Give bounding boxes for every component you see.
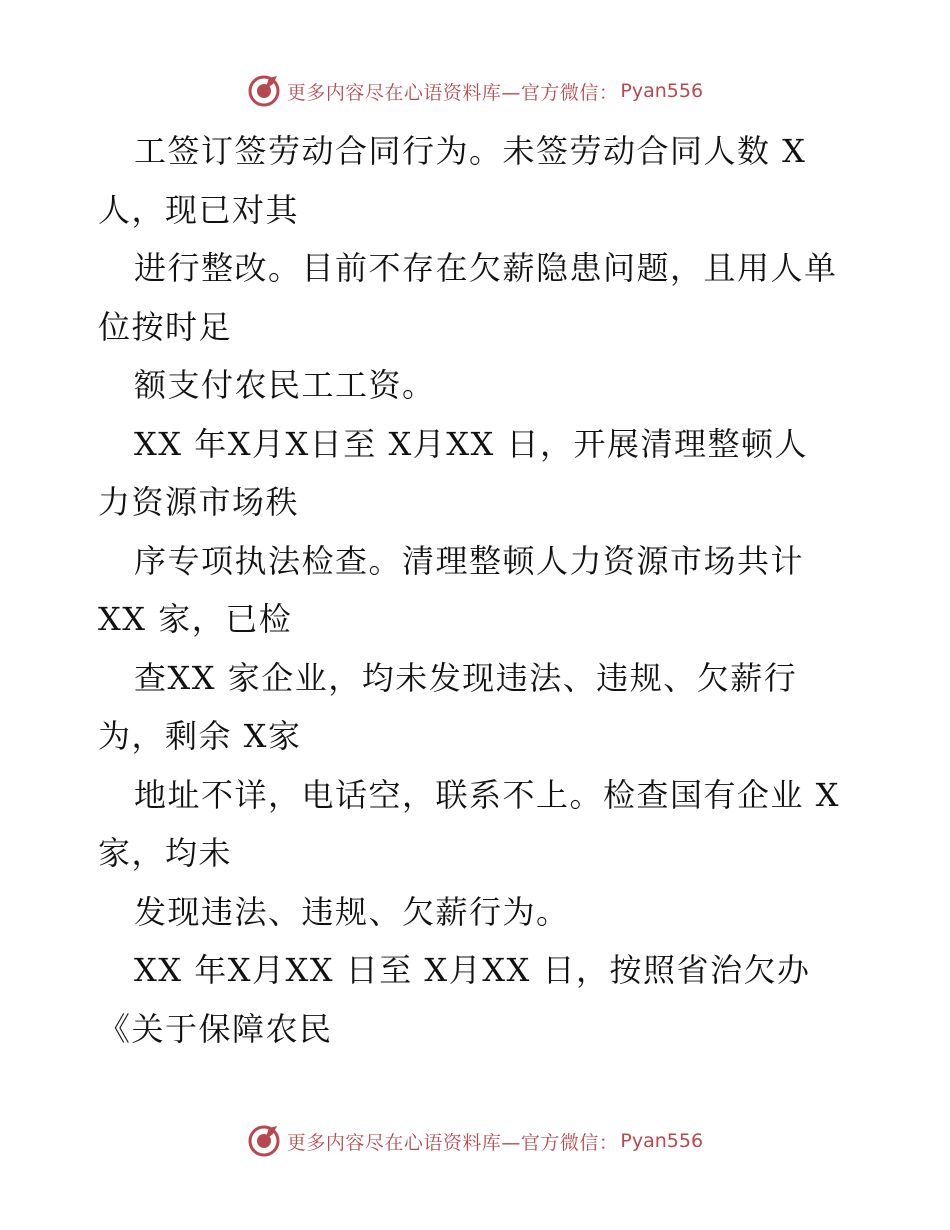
header-watermark <box>0 74 950 108</box>
text-line: XX 家，已检 <box>98 600 293 638</box>
watermark-text: 更多内容尽在心语资料库—官方微信： <box>286 81 619 104</box>
watermark-wechat-id: Pyan556 <box>620 80 704 102</box>
text-line: 查XX 家企业，均未发现违法、违规、欠薪行 <box>134 658 798 697</box>
text-line: 进行整改。目前不存在欠薪隐患问题，且用人单 <box>134 249 838 287</box>
text-line: XX 年X月XX 日至 X月XX 日，按照省治欠办 <box>134 951 811 989</box>
text-line: 工签订签劳动合同行为。未签劳动合同人数 X <box>134 132 807 170</box>
text-line: 发现违法、违规、欠薪行为。 <box>134 892 570 931</box>
text-line: 额支付农民工工资。 <box>134 366 436 404</box>
text-line: 《关于保障农民 <box>98 1009 333 1048</box>
text-line: 地址不详，电话空，联系不上。检查国有企业 X <box>134 775 840 814</box>
text-line: 位按时足 <box>98 307 233 346</box>
quill-logo-icon <box>247 1124 281 1158</box>
footer-watermark <box>0 1124 950 1158</box>
text-line: 为，剩余 X家 <box>98 717 302 755</box>
quill-logo-icon <box>247 74 281 108</box>
text-line: 人，现已对其 <box>98 190 300 229</box>
watermark-wechat-id: Pyan556 <box>620 1130 704 1152</box>
text-line: XX 年X月X日至 X月XX 日，开展清理整顿人 <box>134 424 808 463</box>
text-line: 序专项执法检查。清理整顿人力资源市场共计 <box>134 541 805 580</box>
text-line: 家，均未 <box>98 834 233 872</box>
document-body <box>98 122 858 1058</box>
text-line: 力资源市场秩 <box>98 483 300 521</box>
watermark-text: 更多内容尽在心语资料库—官方微信： <box>286 1131 619 1154</box>
